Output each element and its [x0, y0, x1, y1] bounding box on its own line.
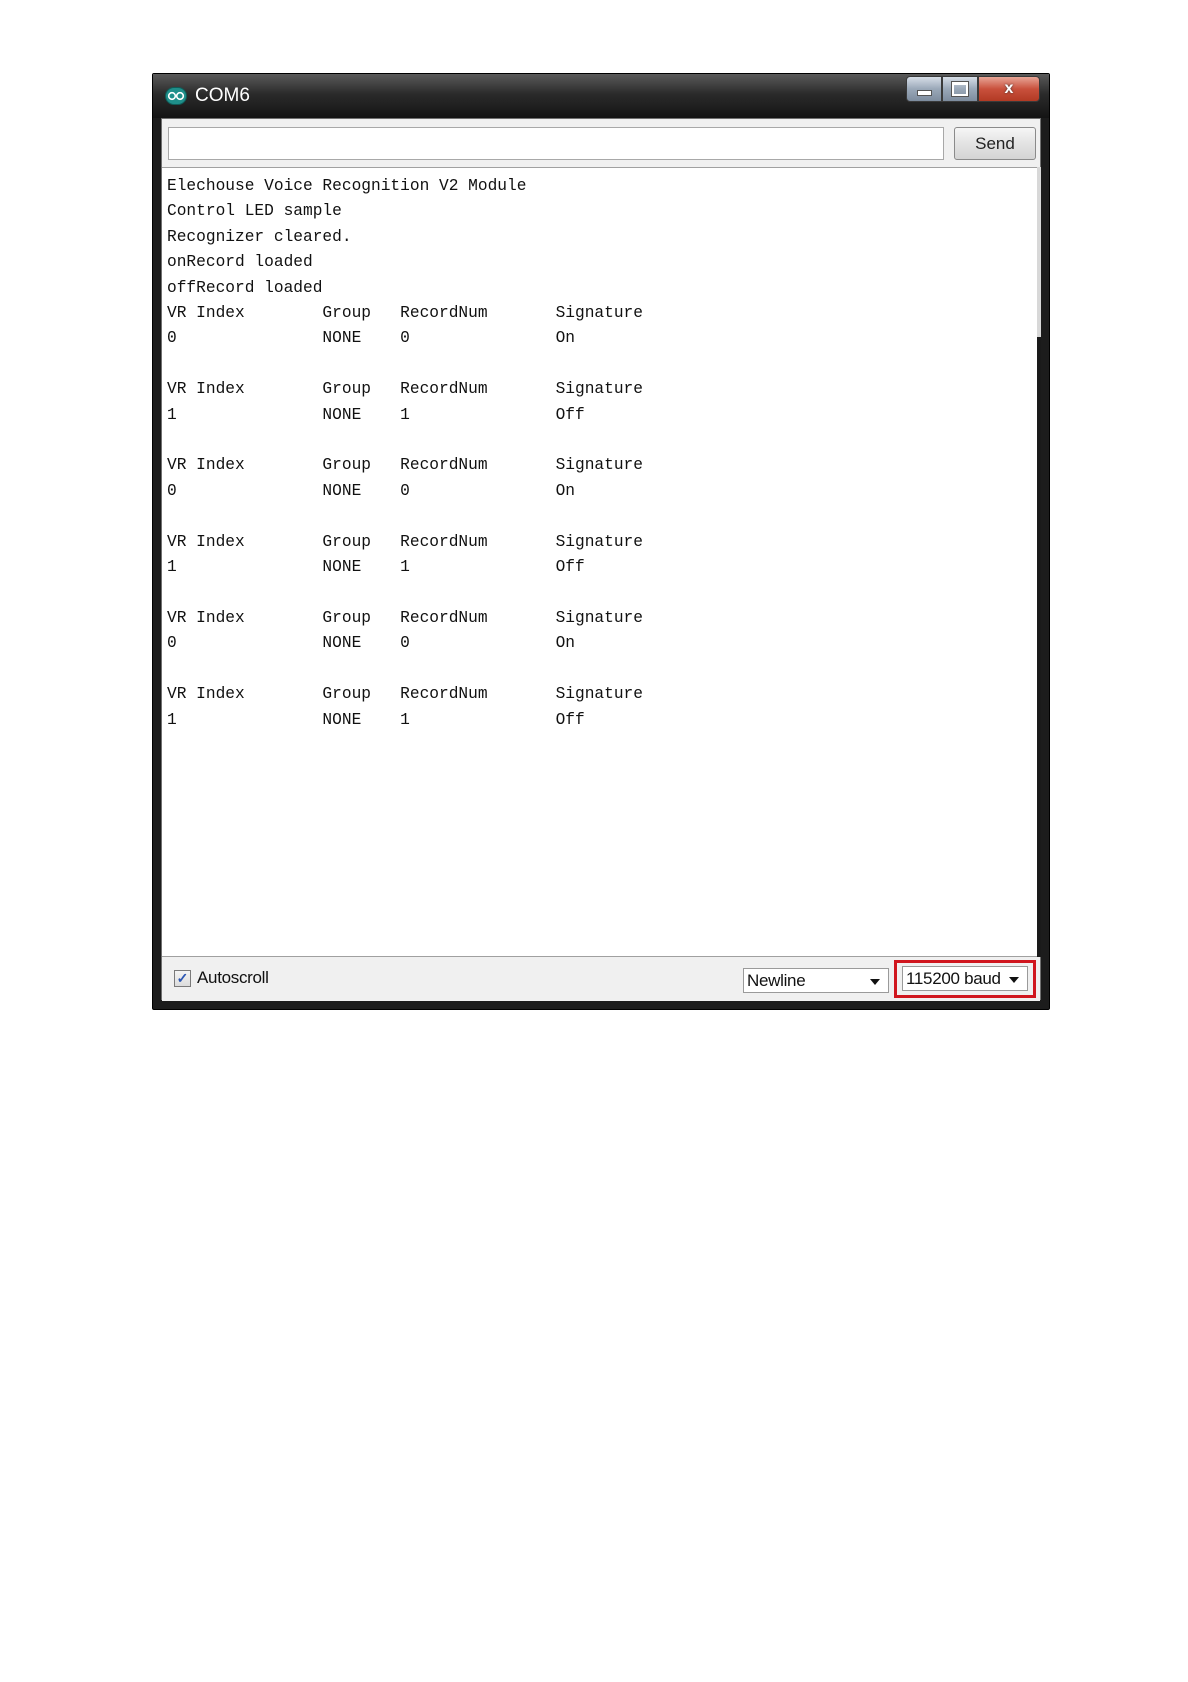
minimize-button[interactable]	[906, 76, 942, 102]
maximize-icon	[952, 82, 968, 96]
serial-input[interactable]	[168, 127, 944, 160]
output-line: VR Index Group RecordNum Signature	[167, 304, 643, 323]
output-line	[167, 352, 1040, 377]
serial-output-text	[162, 168, 1040, 733]
output-line: 0 NONE 0 On	[167, 481, 575, 500]
scrollbar-thumb[interactable]	[1037, 337, 1041, 957]
title-bar[interactable]	[153, 74, 1049, 118]
chevron-down-icon	[870, 979, 880, 985]
bottom-bar	[162, 957, 1040, 1001]
output-line	[167, 428, 1040, 453]
baud-rate-value: 115200 baud	[906, 969, 1001, 988]
check-icon: ✓	[176, 970, 189, 986]
output-line: VR Index Group RecordNum Signature	[167, 608, 643, 627]
output-line: 0 NONE 0 On	[167, 634, 575, 653]
autoscroll-checkbox[interactable]	[174, 970, 191, 987]
arduino-icon	[165, 87, 187, 105]
output-line: Control LED sample	[167, 202, 342, 221]
output-line: VR Index Group RecordNum Signature	[167, 532, 643, 551]
close-button[interactable]	[978, 76, 1040, 102]
line-ending-value: Newline	[747, 971, 806, 990]
output-line: onRecord loaded	[167, 253, 313, 272]
caption-buttons	[906, 76, 1040, 102]
serial-output[interactable]	[162, 167, 1040, 957]
output-line: 0 NONE 0 On	[167, 329, 575, 348]
line-ending-select[interactable]	[743, 968, 889, 993]
baud-rate-select[interactable]	[902, 966, 1028, 991]
send-button[interactable]: Send	[954, 127, 1036, 160]
minimize-icon	[917, 90, 932, 96]
maximize-button[interactable]	[942, 76, 978, 102]
output-line: offRecord loaded	[167, 278, 323, 297]
output-line: 1 NONE 1 Off	[167, 558, 585, 577]
chevron-down-icon	[1009, 977, 1019, 983]
output-line: 1 NONE 1 Off	[167, 405, 585, 424]
output-line: Elechouse Voice Recognition V2 Module	[167, 177, 527, 195]
output-line: Recognizer cleared.	[167, 227, 352, 246]
serial-monitor-client	[161, 118, 1041, 1000]
send-row	[162, 119, 1040, 167]
output-line	[167, 581, 1040, 606]
output-line	[167, 657, 1040, 682]
output-line: VR Index Group RecordNum Signature	[167, 456, 643, 475]
close-icon: x	[1004, 80, 1014, 97]
output-line: 1 NONE 1 Off	[167, 710, 585, 729]
window-title: COM6	[195, 85, 250, 106]
output-line: VR Index Group RecordNum Signature	[167, 685, 643, 704]
autoscroll-label[interactable]: Autoscroll	[197, 968, 269, 987]
serial-monitor-window	[152, 73, 1050, 1010]
output-line	[167, 504, 1040, 529]
output-line: VR Index Group RecordNum Signature	[167, 380, 643, 399]
